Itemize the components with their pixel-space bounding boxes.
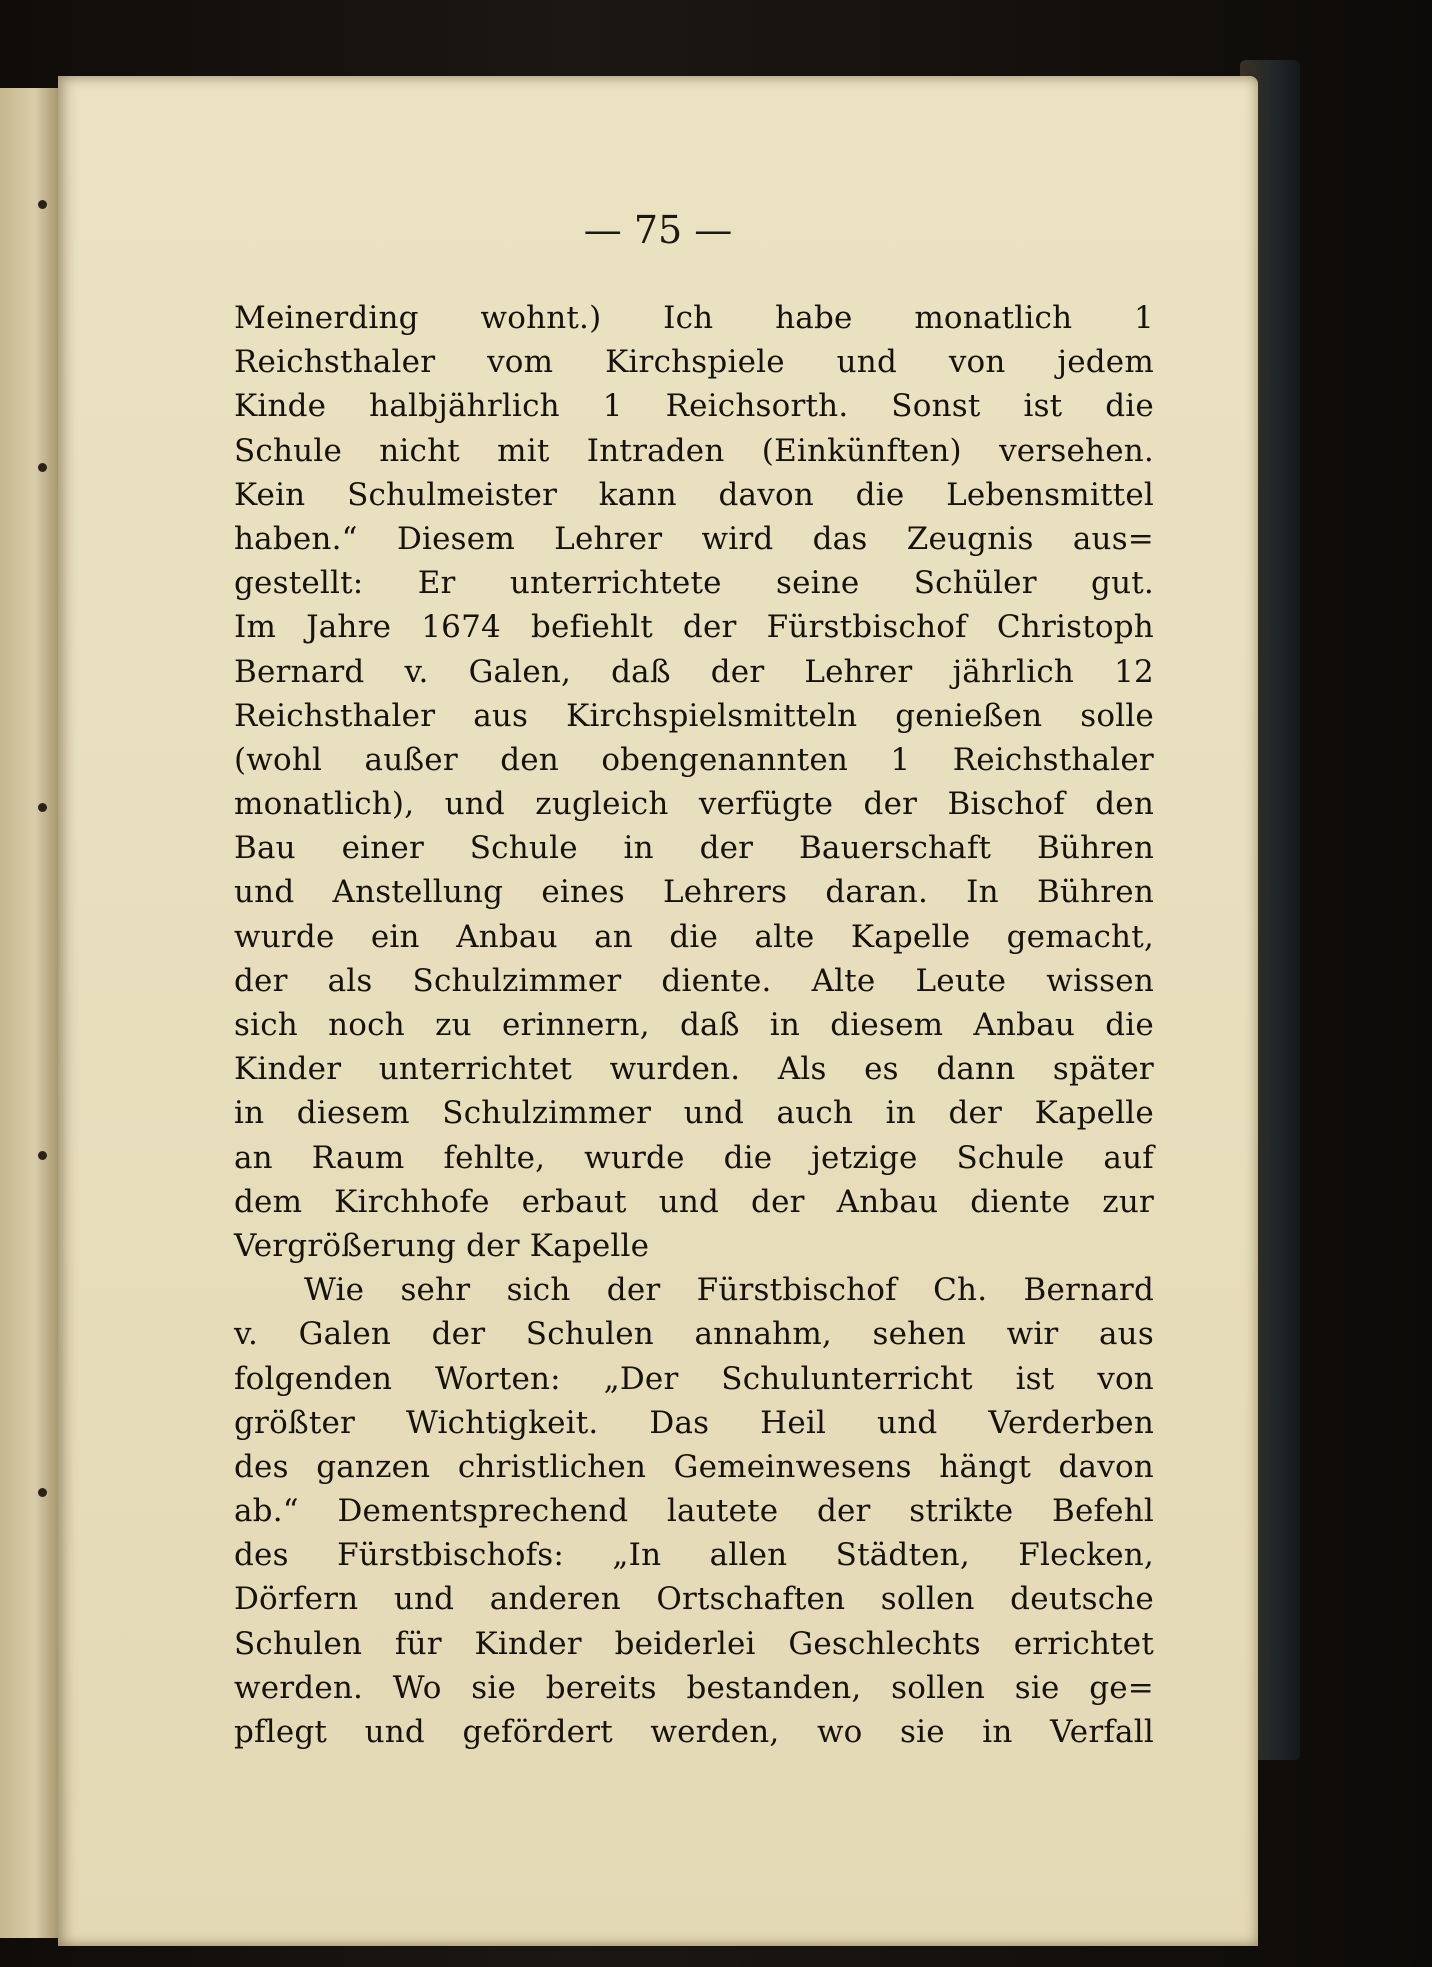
text-line: monatlich), und zugleich verfügte der Bischof den [234,786,1154,823]
text-line: Reichsthaler aus Kirchspielsmitteln genießen solle [234,697,1154,734]
text-line: Dörfern und anderen Ortschaften sollen deutsche [234,1581,1154,1618]
facing-page-edge [0,88,60,1938]
text-line: Bernard v. Galen, daß der Lehrer jährlich 12 [234,653,1154,690]
text-line: (wohl außer den obengenannten 1 Reichsthaler [234,741,1154,778]
binding-hole [38,463,47,472]
text-line: Kein Schulmeister kann davon die Lebensmittel [234,476,1154,513]
page-number: — 75 — [583,208,733,252]
text-line: des Fürstbischofs: „In allen Städten, Flecken, [234,1537,1154,1574]
text-line: Kinder unterrichtet wurden. Als es dann später [234,1051,1154,1088]
text-line: Reichsthaler vom Kirchspiele und von jedem [234,344,1154,381]
text-line: Bau einer Schule in der Bauerschaft Bühren [234,830,1154,867]
text-line: Schulen für Kinder beiderlei Geschlechts errichtet [234,1625,1154,1662]
text-line: haben.“ Diesem Lehrer wird das Zeugnis aus= [234,520,1154,557]
body-text [234,300,1154,1758]
text-line: Kinde halbjährlich 1 Reichsorth. Sonst ist die [234,388,1154,425]
text-line: gestellt: Er unterrichtete seine Schüler gut. [234,565,1154,602]
text-line: pflegt und gefördert werden, wo sie in Verfall [234,1714,1154,1750]
text-line: Schule nicht mit Intraden (Einkünften) versehen. [234,432,1154,469]
text-line: folgenden Worten: „Der Schulunterricht ist von [234,1360,1154,1397]
binding-hole [38,200,47,209]
binding-hole [38,803,47,812]
text-line: in diesem Schulzimmer und auch in der Kapelle [234,1095,1154,1132]
text-line: Vergrößerung der Kapelle [234,1227,650,1264]
text-line: Meinerding wohnt.) Ich habe monatlich 1 [234,300,1154,336]
binding-hole [38,1488,47,1497]
book-page [58,76,1258,1946]
text-line: des ganzen christlichen Gemeinwesens hängt davon [234,1448,1154,1485]
text-line: Wie sehr sich der Fürstbischof Ch. Bernard [304,1272,1154,1309]
text-line: werden. Wo sie bereits bestanden, sollen sie ge= [234,1669,1154,1706]
text-line: sich noch zu erinnern, daß in diesem Anbau die [234,1007,1154,1043]
text-line: dem Kirchhofe erbaut und der Anbau diente zur [234,1183,1154,1220]
text-line: und Anstellung eines Lehrers daran. In Bühren [234,874,1154,911]
binding-hole [38,1151,47,1160]
text-line: wurde ein Anbau an die alte Kapelle gemacht, [234,918,1154,955]
text-line: größter Wichtigkeit. Das Heil und Verderben [234,1404,1154,1441]
text-line: v. Galen der Schulen annahm, sehen wir aus [234,1316,1154,1353]
text-line: ab.“ Dementsprechend lautete der strikte Befehl [234,1493,1154,1530]
text-line: der als Schulzimmer diente. Alte Leute wissen [234,962,1154,999]
text-line: Im Jahre 1674 befiehlt der Fürstbischof Christoph [234,609,1154,646]
text-line: an Raum fehlte, wurde die jetzige Schule auf [234,1139,1154,1176]
